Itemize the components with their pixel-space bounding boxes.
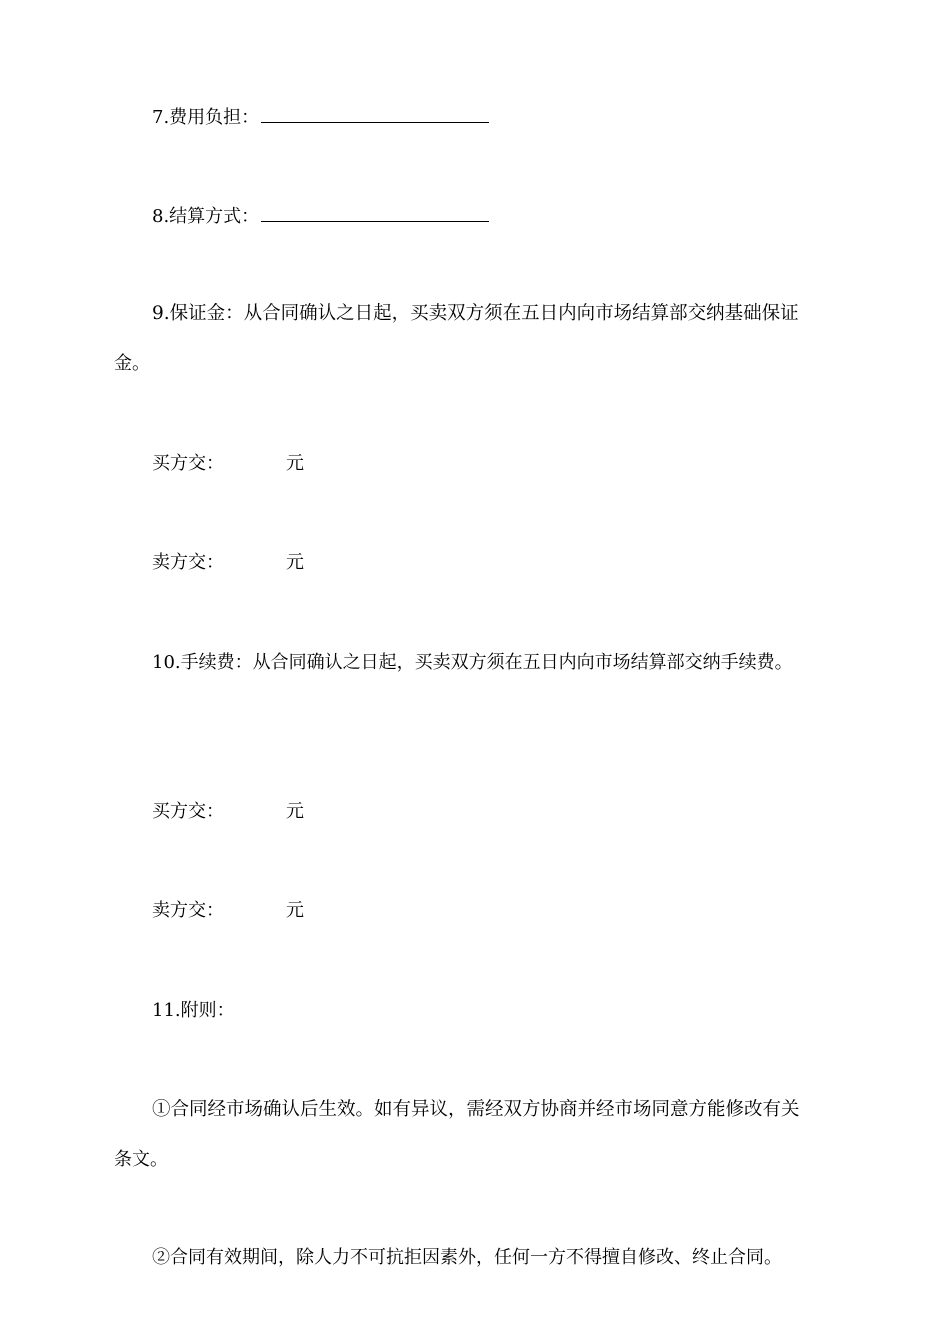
clause-8-label: 8.结算方式：: [152, 206, 260, 227]
clause-9-buyer-unit: 元: [286, 453, 304, 474]
clause-10-line: 10.手续费：从合同确认之日起，买卖双方须在五日内向市场结算部交纳手续费。: [152, 652, 793, 673]
clause-9-line-1: 9.保证金：从合同确认之日起，买卖双方须在五日内向市场结算部交纳基础保证: [152, 303, 799, 324]
clause-9-seller-unit: 元: [286, 552, 304, 573]
clause-11-label: 11.附则：: [152, 1000, 235, 1021]
clause-7: [152, 104, 489, 130]
clause-11-item-2: ②合同有效期间，除人力不可抗拒因素外，任何一方不得擅自修改、终止合同。: [152, 1247, 782, 1268]
clause-11-item-1-line-1: ①合同经市场确认后生效。如有异议，需经双方协商并经市场同意方能修改有关: [152, 1099, 800, 1120]
clause-10-buyer-label: 买方交：: [152, 801, 224, 822]
clause-8: [152, 203, 489, 229]
clause-7-blank: [261, 104, 489, 123]
clause-10-seller-unit: 元: [286, 900, 304, 921]
clause-9-line-2: 金。: [114, 353, 150, 374]
clause-8-blank: [261, 203, 489, 222]
clause-9-seller-label: 卖方交：: [152, 552, 224, 573]
clause-11-item-1-line-2: 条文。: [114, 1149, 168, 1170]
clause-7-label: 7.费用负担：: [152, 107, 260, 128]
clause-10-seller-label: 卖方交：: [152, 900, 224, 921]
clause-10-buyer-unit: 元: [286, 801, 304, 822]
clause-9-buyer-label: 买方交：: [152, 453, 224, 474]
